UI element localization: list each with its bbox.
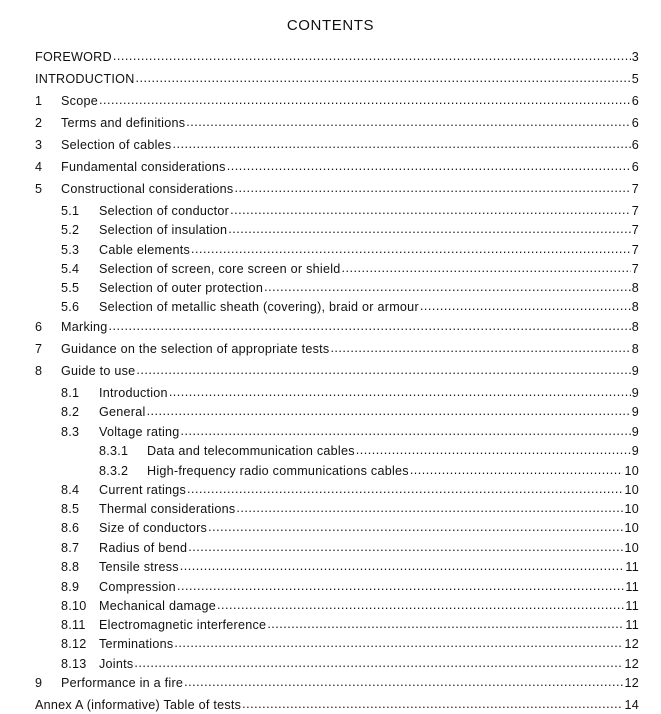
toc-entry-page: 12 (624, 637, 639, 651)
toc-entry-number: 8.12 (61, 637, 87, 651)
toc-entry[interactable] (61, 481, 639, 499)
toc-entry-number: 8.13 (61, 657, 87, 671)
toc-entry-label: Current ratings (99, 483, 187, 497)
dot-leader (188, 538, 623, 556)
dot-leader (230, 201, 631, 219)
dot-leader (187, 480, 623, 498)
toc-entry-number: 2 (35, 116, 43, 130)
toc-entry-label: Selection of cables (61, 138, 172, 152)
toc-entry[interactable] (35, 180, 639, 198)
toc-entry-number: 5.4 (61, 262, 80, 276)
dot-leader (136, 361, 630, 379)
toc-entry-label: Constructional considerations (61, 182, 234, 196)
toc-entry-page: 11 (625, 560, 639, 574)
dot-leader (191, 240, 631, 258)
toc-entry-number: 8.3.1 (99, 444, 129, 458)
toc-entry-label: Terms and definitions (61, 116, 186, 130)
toc-entry-label: Selection of conductor (99, 204, 230, 218)
toc-entry-page: 9 (631, 425, 639, 439)
dot-leader (186, 113, 630, 131)
toc-entry[interactable] (99, 462, 639, 480)
toc-entry-number: 8.3.2 (99, 464, 129, 478)
toc-entry-number: 5.3 (61, 243, 80, 257)
toc-entry-number: 8.11 (61, 618, 86, 632)
toc-entry[interactable] (61, 616, 639, 634)
toc-entry-page: 9 (631, 364, 639, 378)
toc-entry-label: INTRODUCTION (35, 72, 135, 86)
toc-entry[interactable] (35, 158, 639, 176)
toc-entry[interactable] (61, 403, 639, 421)
toc-entry-number: 8.10 (61, 599, 87, 613)
toc-entry[interactable] (35, 362, 639, 380)
toc-entry-page: 12 (624, 657, 639, 671)
dot-leader (342, 259, 631, 277)
toc-entry-label: Radius of bend (99, 541, 188, 555)
dot-leader (184, 673, 623, 691)
toc-entry-number: 8.3 (61, 425, 80, 439)
dot-leader (109, 317, 631, 335)
toc-entry[interactable] (61, 241, 639, 259)
dot-leader (410, 461, 624, 479)
toc-entry-page: 7 (631, 182, 639, 196)
toc-entry[interactable] (61, 519, 639, 537)
toc-entry[interactable] (35, 674, 639, 692)
dot-leader (136, 69, 631, 87)
page-title: CONTENTS (286, 17, 375, 34)
toc-entry-label: Performance in a fire (61, 676, 184, 690)
toc-entry[interactable] (99, 442, 639, 460)
toc-entry[interactable] (35, 318, 639, 336)
toc-entry-number: 9 (35, 676, 43, 690)
dot-leader (208, 518, 623, 536)
toc-entry[interactable] (35, 136, 639, 154)
toc-entry-number: 1 (35, 94, 43, 108)
toc-entry-page: 11 (625, 599, 639, 613)
toc-entry[interactable] (61, 279, 639, 297)
dot-leader (236, 499, 623, 517)
toc-entry[interactable] (61, 558, 639, 576)
dot-leader (267, 615, 624, 633)
dot-leader (134, 654, 623, 672)
toc-entry-number: 4 (35, 160, 43, 174)
toc-entry-label: Selection of metallic sheath (covering), braid or armour (99, 300, 419, 314)
toc-entry-label: Annex A (informative) Table of tests (35, 698, 242, 712)
toc-entry-page: 11 (625, 580, 639, 594)
toc-entry-page: 9 (631, 405, 639, 419)
toc-entry-label: Joints (99, 657, 134, 671)
dot-leader (180, 557, 625, 575)
toc-entry-label: High-frequency radio communications cables (147, 464, 409, 478)
toc-entry-label: Thermal considerations (99, 502, 236, 516)
toc-entry[interactable] (35, 340, 639, 358)
toc-entry-page: 7 (631, 262, 639, 276)
toc-entry[interactable] (61, 423, 639, 441)
toc-entry[interactable] (61, 500, 639, 518)
toc-entry-label: Mechanical damage (99, 599, 216, 613)
toc-entry-page: 8 (631, 300, 639, 314)
toc-entry-number: 3 (35, 138, 43, 152)
toc-entry-label: FOREWORD (35, 50, 112, 64)
toc-entry[interactable] (61, 578, 639, 596)
toc-entry-number: 7 (35, 342, 43, 356)
toc-entry[interactable] (61, 539, 639, 557)
toc-entry-label: Compression (99, 580, 176, 594)
toc-entry-number: 8.1 (61, 386, 80, 400)
dot-leader (242, 695, 623, 713)
toc-entry-label: Marking (61, 320, 108, 334)
toc-entry-label: Selection of outer protection (99, 281, 264, 295)
dot-leader (172, 135, 630, 153)
toc-entry-page: 12 (624, 676, 639, 690)
toc-entry-page: 8 (631, 320, 639, 334)
toc-entry-page: 8 (631, 342, 639, 356)
toc-entry-number: 8 (35, 364, 43, 378)
toc-entry-label: Cable elements (99, 243, 191, 257)
toc-entry-label: Scope (61, 94, 98, 108)
toc-entry-page: 10 (624, 464, 639, 478)
toc-entry-page: 8 (631, 281, 639, 295)
dot-leader (228, 220, 630, 238)
toc-entry[interactable] (35, 92, 639, 110)
dot-leader (234, 179, 630, 197)
toc-entry-page: 9 (631, 444, 639, 458)
toc-entry-page: 10 (624, 541, 639, 555)
toc-entry-label: Tensile stress (99, 560, 179, 574)
toc-entry[interactable] (35, 48, 639, 66)
toc-entry[interactable] (61, 221, 639, 239)
toc-entry[interactable] (61, 635, 639, 653)
toc-entry-page: 7 (631, 223, 639, 237)
toc-entry[interactable] (61, 202, 639, 220)
toc-entry-page: 6 (631, 138, 639, 152)
dot-leader (264, 278, 631, 296)
toc-entry-page: 6 (631, 116, 639, 130)
toc-entry-page: 6 (631, 94, 639, 108)
dot-leader (147, 402, 631, 420)
toc-entry-page: 10 (624, 521, 639, 535)
toc-entry-page: 9 (631, 386, 639, 400)
toc-entry-number: 8.7 (61, 541, 80, 555)
toc-entry-page: 11 (625, 618, 639, 632)
toc-entry-page: 3 (631, 50, 639, 64)
dot-leader (113, 47, 631, 65)
toc-entry[interactable] (61, 597, 639, 615)
toc-entry-number: 5.2 (61, 223, 80, 237)
dot-leader (169, 383, 631, 401)
toc-entry-number: 8.4 (61, 483, 80, 497)
toc-entry-label: Selection of insulation (99, 223, 228, 237)
toc-entry-label: Electromagnetic interference (99, 618, 267, 632)
dot-leader (217, 596, 624, 614)
toc-entry-page: 14 (624, 698, 639, 712)
toc-entry-number: 8.2 (61, 405, 80, 419)
toc-entry-page: 7 (631, 243, 639, 257)
toc-entry-label: Guide to use (61, 364, 136, 378)
toc-entry[interactable] (61, 298, 639, 316)
toc-entry-number: 8.6 (61, 521, 80, 535)
dot-leader (177, 577, 624, 595)
toc-entry-page: 7 (631, 204, 639, 218)
toc-entry-number: 5 (35, 182, 43, 196)
dot-leader (181, 422, 631, 440)
toc-entry-page: 6 (631, 160, 639, 174)
toc-entry-label: Introduction (99, 386, 168, 400)
toc-entry-label: Size of conductors (99, 521, 208, 535)
toc-entry-label: Selection of screen, core screen or shield (99, 262, 341, 276)
toc-entry[interactable] (35, 70, 639, 88)
toc-entry-number: 8.5 (61, 502, 80, 516)
dot-leader (330, 339, 630, 357)
dot-leader (356, 441, 631, 459)
toc-entry-label: Voltage rating (99, 425, 180, 439)
toc-entry[interactable] (61, 384, 639, 402)
dot-leader (227, 157, 631, 175)
toc-entry-label: Fundamental considerations (61, 160, 226, 174)
dot-leader (99, 91, 631, 109)
toc-entry-number: 5.5 (61, 281, 80, 295)
toc-entry-number: 5.6 (61, 300, 80, 314)
toc-entry-page: 10 (624, 483, 639, 497)
toc-entry-number: 5.1 (61, 204, 80, 218)
toc-entry-label: Guidance on the selection of appropriate tests (61, 342, 330, 356)
toc-entry-page: 5 (631, 72, 639, 86)
toc-entry-label: Terminations (99, 637, 174, 651)
toc-entry[interactable] (61, 260, 639, 278)
toc-entry-page: 10 (624, 502, 639, 516)
toc-entry[interactable] (35, 114, 639, 132)
toc-entry[interactable] (35, 696, 639, 714)
toc-entry-number: 8.9 (61, 580, 80, 594)
toc-entry-number: 8.8 (61, 560, 80, 574)
toc-entry-label: General (99, 405, 146, 419)
dot-leader (420, 297, 631, 315)
toc-entry-label: Data and telecommunication cables (147, 444, 355, 458)
dot-leader (174, 634, 623, 652)
toc-entry[interactable] (61, 655, 639, 673)
toc-entry-number: 6 (35, 320, 43, 334)
